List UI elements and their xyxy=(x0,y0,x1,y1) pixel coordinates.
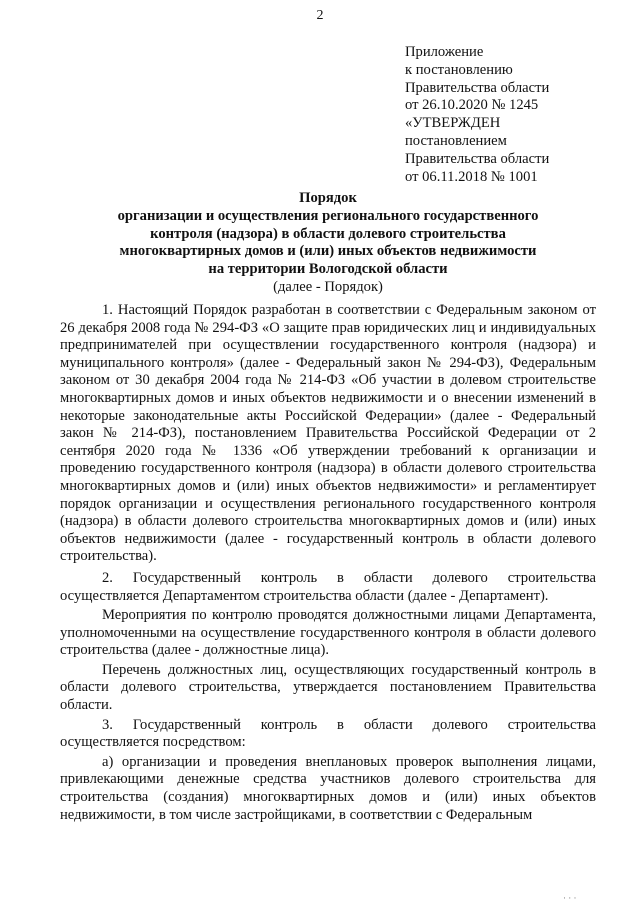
approval-line: от 26.10.2020 № 1245 xyxy=(405,97,539,114)
title-line: на территории Вологодской области xyxy=(208,261,448,278)
approval-line: постановлением xyxy=(405,132,507,149)
document-title xyxy=(60,190,596,297)
paragraph-6: а) организации и проведения внеплановых проверок выполнения лицами, привлекающими денежные средства участников долевого строительства для строительства (создания) многоквартирных домов и (или) иных объектов недвижимости, в том числе застройщиками, в соответствии с Федеральным xyxy=(60,753,596,823)
title-subtitle: (далее - Порядок) xyxy=(273,278,383,295)
paragraph-4: Перечень должностных лиц, осуществляющих государственный контроль в области долевого строительства, утверждается постановлением Правительства области. xyxy=(60,661,596,714)
footer-mark: · · · xyxy=(563,893,577,903)
document-body xyxy=(60,302,596,826)
page-number: 2 xyxy=(316,8,324,23)
paragraph-3: Мероприятия по контролю проводятся должностными лицами Департамента, уполномоченными на осуществление государственного контроля в области долевого строительства (далее - должностные лица). xyxy=(60,607,596,659)
approval-stamp-block xyxy=(405,44,549,186)
paragraph-5: 3. Государственный контроль в области долевого строительства осуществляется посредством: xyxy=(60,716,596,751)
approval-line: к постановлению xyxy=(405,61,513,78)
title-heading: Порядок xyxy=(299,190,357,206)
approval-line: Правительства области xyxy=(405,79,550,96)
title-line: организации и осуществления регионального государственного xyxy=(117,207,539,224)
approval-line: от 06.11.2018 № 1001 xyxy=(405,168,538,185)
approval-line: Правительства области xyxy=(405,150,550,167)
paragraph-2: 2. Государственный контроль в области долевого строительства осуществляется Департаментом строительства области (далее - Департамент). xyxy=(60,569,596,604)
title-line: контроля (надзора) в области долевого строительства xyxy=(150,225,506,242)
approval-line: Приложение xyxy=(405,44,484,60)
paragraph-1: 1. Настоящий Порядок разработан в соответствии с Федеральным законом от 26 декабря 2008 года № 294-ФЗ «О защите прав юридических лиц и индивидуальных предпринимателей при осуществлении государственного контроля (надзора) и муниципального контроля» (далее - Федеральный закон № 294-ФЗ), Федеральным законом от 30 декабря 2004 года № 214-ФЗ «Об участии в долевом строительстве многоквартирных домов и иных объектов недвижимости и о внесении изменений в некоторые законодательные акты Российской Федерации» (далее - Федеральный закон № 214-ФЗ), постановлением Правительства Российской Федерации от 2 сентября 2020 года № 1336 «Об утверждении требований к организации и проведению государственного контроля (надзора) в области долевого строительства многоквартирных домов и (или) иных объектов недвижимости» и регламентирует порядок организации и осуществления регионального государственного контроля (надзора) в области долевого строительства многоквартирных домов и (или) иных объектов недвижимости (далее - государственный контроль в области долевого строительства). xyxy=(60,302,596,565)
approval-line: «УТВЕРЖДЕН xyxy=(405,115,501,132)
title-line: многоквартирных домов и (или) иных объектов недвижимости xyxy=(119,243,537,260)
